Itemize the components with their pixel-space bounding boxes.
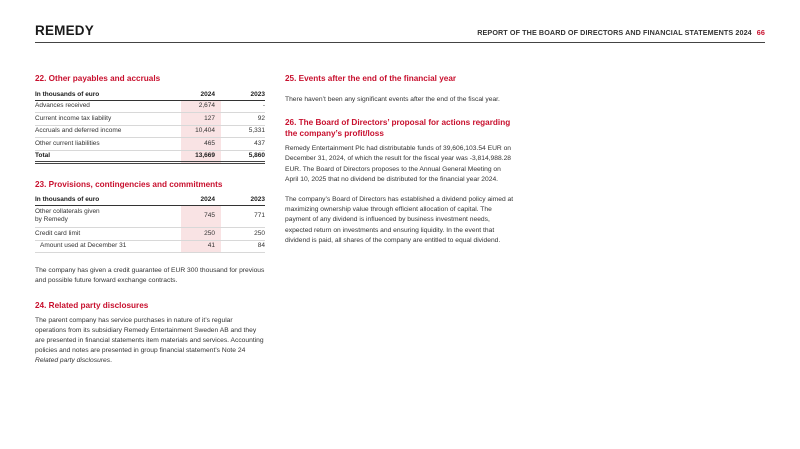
table-row	[35, 113, 265, 126]
row-label: Advances received	[35, 100, 181, 113]
table-row	[35, 138, 265, 151]
table-row	[35, 240, 265, 253]
table-row	[35, 100, 265, 113]
payables-table	[35, 90, 265, 164]
value-2024: 745	[181, 205, 221, 227]
table-row	[35, 227, 265, 240]
total-2023: 5,860	[221, 150, 265, 163]
value-2023: -	[221, 100, 265, 113]
row-label: Other collaterals given by Remedy	[35, 205, 181, 227]
table-row	[35, 125, 265, 138]
value-2023: 92	[221, 113, 265, 126]
right-column	[285, 73, 515, 246]
table-row	[35, 205, 265, 227]
section-22-title: 22. Other payables and accruals	[35, 74, 161, 83]
section-23-title: 23. Provisions, contingencies and commitments	[35, 180, 223, 190]
value-2024: 10,404	[181, 125, 221, 138]
value-2023: 5,331	[221, 125, 265, 138]
total-label: Total	[35, 150, 181, 163]
related-party-note-ref: Related party disclosures	[35, 357, 111, 365]
table-header-row	[35, 195, 265, 205]
section-26-title: 26. The Board of Directors’ proposal for actions regarding the company’s profit/loss	[285, 118, 511, 139]
row-label: Credit card limit	[35, 227, 181, 240]
total-2024: 13,669	[181, 150, 221, 163]
page-number: 66	[756, 28, 765, 37]
provisions-table	[35, 195, 265, 253]
events-text: There haven’t been any significant events after the end of the fiscal year.	[285, 96, 500, 103]
related-party-main: The parent company has service purchases in nature of it’s regular operations from its subsidiary Remedy Entertainment Sweden AB and they are presented in financial statements item materials and services. Accounting policies and notes are presented in group financial statement’s Note 24	[35, 316, 264, 355]
table-total-row	[35, 150, 265, 163]
section-24-title: 24. Related party disclosures	[35, 300, 149, 310]
value-2023: 437	[221, 138, 265, 151]
value-2023: 84	[221, 240, 265, 253]
value-2023: 250	[221, 227, 265, 240]
proposal-paragraph-1: Remedy Entertainment Plc had distributable funds of 39,606,103.54 EUR on December 31, 2024, of which the result for the fiscal year was -3,814,988.28 EUR. The Board of Directors proposes to the Annual General Meeting on April 10, 2025 that no dividend be distributed for the financial year 2024.	[285, 145, 512, 183]
left-column	[35, 73, 265, 367]
credit-guarantee-note: The company has given a credit guarantee of EUR 300 thousand for previous and possible future forward exchange contracts.	[35, 267, 265, 285]
value-2024: 250	[181, 227, 221, 240]
related-party-text	[35, 316, 265, 367]
value-2023: 771	[221, 205, 265, 227]
remedy-logo: REMEDY	[35, 23, 94, 38]
column-header: 2023	[221, 195, 265, 205]
column-header: 2024	[181, 90, 221, 100]
related-party-end: .	[110, 357, 112, 365]
column-header: 2024	[181, 195, 221, 205]
row-label: Amount used at December 31	[35, 240, 181, 253]
report-title	[477, 28, 765, 37]
value-2024: 465	[181, 138, 221, 151]
page-header	[35, 23, 765, 43]
proposal-paragraph-2: The company’s Board of Directors has established a dividend policy aimed at maximizing ownership value through efficient allocation of capital. The payment of any dividend is influenced by business investment needs, expected return on investments and ensuring liquidity. In the event that dividend is paid, all shares of the company are entitled to equal dividend.	[285, 196, 514, 244]
column-header: 2023	[221, 90, 265, 100]
row-label: Other current liabilities	[35, 138, 181, 151]
column-header: In thousands of euro	[35, 90, 181, 100]
report-title-text: REPORT OF THE BOARD OF DIRECTORS AND FINANCIAL STATEMENTS 2024	[477, 28, 752, 37]
row-label: Accruals and deferred income	[35, 125, 181, 138]
row-label: Current income tax liability	[35, 113, 181, 126]
table-header-row	[35, 90, 265, 100]
column-header: In thousands of euro	[35, 195, 181, 205]
value-2024: 41	[181, 240, 221, 253]
value-2024: 2,674	[181, 100, 221, 113]
section-25-title: 25. Events after the end of the financial year	[285, 74, 457, 83]
value-2024: 127	[181, 113, 221, 126]
